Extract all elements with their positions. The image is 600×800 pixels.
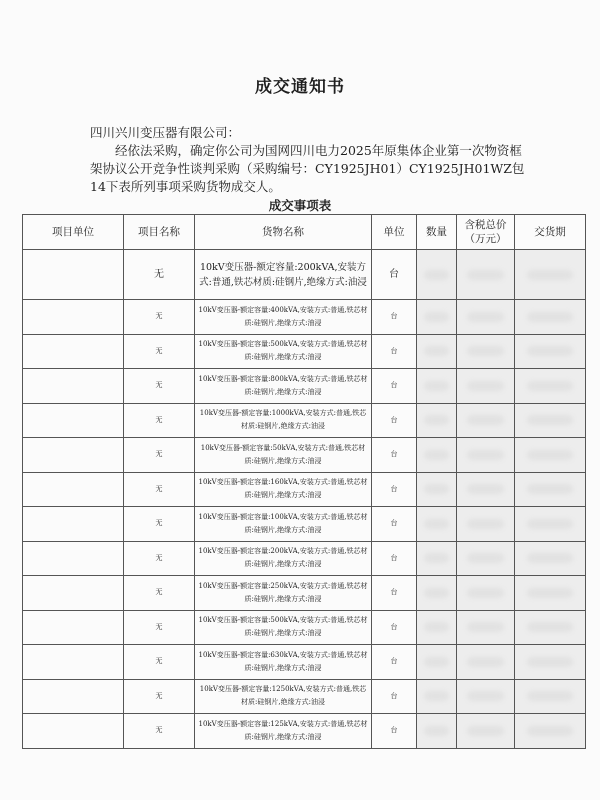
cell-goods: 10kV变压器-额定容量:1250kVA,安装方式:普通,铁芯材质:硅钢片,绝缘方式:油浸 (195, 679, 372, 714)
cell-project: 无 (124, 541, 195, 576)
cell-price-redacted (457, 250, 515, 300)
redaction-blur (467, 415, 504, 425)
redaction-blur (527, 622, 573, 632)
redaction-blur (424, 519, 449, 529)
cell-price-redacted (457, 576, 515, 611)
redaction-blur (424, 270, 449, 280)
redaction-blur (527, 346, 573, 356)
cell-price-redacted (457, 334, 515, 369)
redaction-blur (467, 346, 504, 356)
table-row (23, 576, 586, 611)
redaction-blur (467, 691, 504, 701)
cell-delivery-redacted (515, 714, 586, 749)
cell-measure: 台 (372, 438, 417, 473)
table-row (23, 250, 586, 300)
redaction-blur (527, 415, 573, 425)
cell-project: 无 (124, 403, 195, 438)
cell-unit (23, 541, 124, 576)
redaction-blur (467, 484, 504, 494)
cell-project: 无 (124, 334, 195, 369)
cell-goods: 10kV变压器-额定容量:200kVA,安装方式:普通,铁芯材质:硅钢片,绝缘方式:油浸 (195, 250, 372, 300)
cell-price-redacted (457, 403, 515, 438)
cell-qty-redacted (417, 714, 457, 749)
redaction-blur (467, 270, 504, 280)
cell-project: 无 (124, 507, 195, 542)
cell-measure: 台 (372, 714, 417, 749)
redaction-blur (467, 312, 504, 322)
cell-goods: 10kV变压器-额定容量:160kVA,安装方式:普通,铁芯材质:硅钢片,绝缘方式:油浸 (195, 472, 372, 507)
col-header-unit: 项目单位 (23, 215, 124, 250)
cell-goods: 10kV变压器-额定容量:250kVA,安装方式:普通,铁芯材质:硅钢片,绝缘方式:油浸 (195, 576, 372, 611)
cell-delivery-redacted (515, 645, 586, 680)
cell-unit (23, 403, 124, 438)
cell-goods: 10kV变压器-额定容量:50kVA,安装方式:普通,铁芯材质:硅钢片,绝缘方式:油浸 (195, 438, 372, 473)
cell-price-redacted (457, 369, 515, 404)
cell-measure: 台 (372, 507, 417, 542)
col-header-project: 项目名称 (124, 215, 195, 250)
cell-delivery-redacted (515, 250, 586, 300)
addressee: 四川兴川变压器有限公司： (90, 125, 241, 140)
redaction-blur (467, 519, 504, 529)
redaction-blur (424, 657, 449, 667)
cell-unit (23, 610, 124, 645)
cell-goods: 10kV变压器-额定容量:1000kVA,安装方式:普通,铁芯材质:硅钢片,绝缘方式:油浸 (195, 403, 372, 438)
cell-qty-redacted (417, 645, 457, 680)
cell-unit (23, 472, 124, 507)
cell-qty-redacted (417, 438, 457, 473)
cell-measure: 台 (372, 610, 417, 645)
cell-qty-redacted (417, 250, 457, 300)
cell-delivery-redacted (515, 541, 586, 576)
cell-delivery-redacted (515, 403, 586, 438)
col-header-delivery: 交货期 (515, 215, 586, 250)
col-header-qty: 数量 (417, 215, 457, 250)
cell-project: 无 (124, 438, 195, 473)
cell-price-redacted (457, 541, 515, 576)
cell-unit (23, 369, 124, 404)
cell-qty-redacted (417, 334, 457, 369)
cell-project: 无 (124, 714, 195, 749)
table-row (23, 679, 586, 714)
redaction-blur (527, 270, 573, 280)
redaction-blur (424, 622, 449, 632)
cell-goods: 10kV变压器-额定容量:800kVA,安装方式:普通,铁芯材质:硅钢片,绝缘方式:油浸 (195, 369, 372, 404)
cell-price-redacted (457, 714, 515, 749)
cell-qty-redacted (417, 403, 457, 438)
table-row (23, 369, 586, 404)
cell-unit (23, 250, 124, 300)
document-title: 成交通知书 (255, 77, 345, 97)
redaction-blur (424, 726, 449, 736)
cell-measure: 台 (372, 541, 417, 576)
cell-project: 无 (124, 369, 195, 404)
redaction-blur (527, 312, 573, 322)
redaction-blur (424, 381, 449, 391)
cell-measure: 台 (372, 576, 417, 611)
redaction-blur (527, 691, 573, 701)
cell-goods: 10kV变压器-额定容量:125kVA,安装方式:普通,铁芯材质:硅钢片,绝缘方式:油浸 (195, 714, 372, 749)
redaction-blur (467, 726, 504, 736)
cell-qty-redacted (417, 679, 457, 714)
cell-price-redacted (457, 438, 515, 473)
redaction-blur (424, 450, 449, 460)
redaction-blur (527, 553, 573, 563)
redaction-blur (467, 381, 504, 391)
col-header-goods: 货物名称 (195, 215, 372, 250)
cell-goods: 10kV变压器-额定容量:500kVA,安装方式:普通,铁芯材质:硅钢片,绝缘方式:油浸 (195, 610, 372, 645)
redaction-blur (424, 415, 449, 425)
redaction-blur (424, 484, 449, 494)
redaction-blur (527, 519, 573, 529)
cell-unit (23, 679, 124, 714)
cell-delivery-redacted (515, 472, 586, 507)
cell-goods: 10kV变压器-额定容量:200kVA,安装方式:普通,铁芯材质:硅钢片,绝缘方式:油浸 (195, 541, 372, 576)
cell-delivery-redacted (515, 334, 586, 369)
cell-price-redacted (457, 300, 515, 335)
redaction-blur (467, 450, 504, 460)
cell-goods: 10kV变压器-额定容量:500kVA,安装方式:普通,铁芯材质:硅钢片,绝缘方式:油浸 (195, 334, 372, 369)
cell-measure: 台 (372, 369, 417, 404)
cell-qty-redacted (417, 610, 457, 645)
cell-project: 无 (124, 300, 195, 335)
table-row (23, 403, 586, 438)
table-row (23, 438, 586, 473)
cell-qty-redacted (417, 541, 457, 576)
cell-price-redacted (457, 645, 515, 680)
redaction-blur (424, 553, 449, 563)
cell-qty-redacted (417, 300, 457, 335)
cell-price-redacted (457, 507, 515, 542)
redaction-blur (527, 726, 573, 736)
cell-measure: 台 (372, 334, 417, 369)
cell-project: 无 (124, 645, 195, 680)
redaction-blur (527, 450, 573, 460)
cell-project: 无 (124, 576, 195, 611)
cell-delivery-redacted (515, 576, 586, 611)
table-row (23, 507, 586, 542)
table-row (23, 472, 586, 507)
cell-delivery-redacted (515, 610, 586, 645)
table-title: 成交事项表 (268, 198, 332, 213)
cell-measure: 台 (372, 250, 417, 300)
cell-delivery-redacted (515, 438, 586, 473)
table-row (23, 645, 586, 680)
cell-unit (23, 576, 124, 611)
cell-qty-redacted (417, 576, 457, 611)
table-row (23, 714, 586, 749)
cell-unit (23, 438, 124, 473)
table-row (23, 610, 586, 645)
redaction-blur (527, 588, 573, 598)
cell-qty-redacted (417, 369, 457, 404)
cell-qty-redacted (417, 507, 457, 542)
cell-measure: 台 (372, 645, 417, 680)
redaction-blur (527, 484, 573, 494)
cell-project: 无 (124, 250, 195, 300)
cell-goods: 10kV变压器-额定容量:400kVA,安装方式:普通,铁芯材质:硅钢片,绝缘方式:油浸 (195, 300, 372, 335)
redaction-blur (527, 657, 573, 667)
cell-goods: 10kV变压器-额定容量:100kVA,安装方式:普通,铁芯材质:硅钢片,绝缘方式:油浸 (195, 507, 372, 542)
redaction-blur (467, 657, 504, 667)
cell-measure: 台 (372, 403, 417, 438)
cell-measure: 台 (372, 300, 417, 335)
cell-price-redacted (457, 472, 515, 507)
cell-project: 无 (124, 472, 195, 507)
cell-measure: 台 (372, 679, 417, 714)
table-header-row (23, 215, 586, 250)
cell-unit (23, 714, 124, 749)
redaction-blur (424, 691, 449, 701)
cell-unit (23, 334, 124, 369)
redaction-blur (527, 381, 573, 391)
cell-project: 无 (124, 610, 195, 645)
col-header-price: 含税总价（万元） (457, 215, 515, 250)
transaction-table (22, 214, 586, 749)
cell-unit (23, 507, 124, 542)
table-row (23, 300, 586, 335)
cell-delivery-redacted (515, 300, 586, 335)
col-header-measure: 单位 (372, 215, 417, 250)
cell-unit (23, 645, 124, 680)
cell-delivery-redacted (515, 679, 586, 714)
notice-body: 经依法采购，确定你公司为国网四川电力2025年原集体企业第一次物资框架协议公开竞争性谈判采购（采购编号：CY1925JH01）CY1925JH01WZ包14下表所列事项采购货物成交人。 (90, 143, 525, 194)
cell-delivery-redacted (515, 369, 586, 404)
cell-goods: 10kV变压器-额定容量:630kVA,安装方式:普通,铁芯材质:硅钢片,绝缘方式:油浸 (195, 645, 372, 680)
cell-price-redacted (457, 610, 515, 645)
table-row (23, 541, 586, 576)
table-row (23, 334, 586, 369)
redaction-blur (424, 588, 449, 598)
redaction-blur (424, 346, 449, 356)
redaction-blur (424, 312, 449, 322)
cell-delivery-redacted (515, 507, 586, 542)
cell-project: 无 (124, 679, 195, 714)
redaction-blur (467, 588, 504, 598)
cell-measure: 台 (372, 472, 417, 507)
redaction-blur (467, 622, 504, 632)
cell-qty-redacted (417, 472, 457, 507)
redaction-blur (467, 553, 504, 563)
cell-unit (23, 300, 124, 335)
table-body (23, 250, 586, 749)
cell-price-redacted (457, 679, 515, 714)
